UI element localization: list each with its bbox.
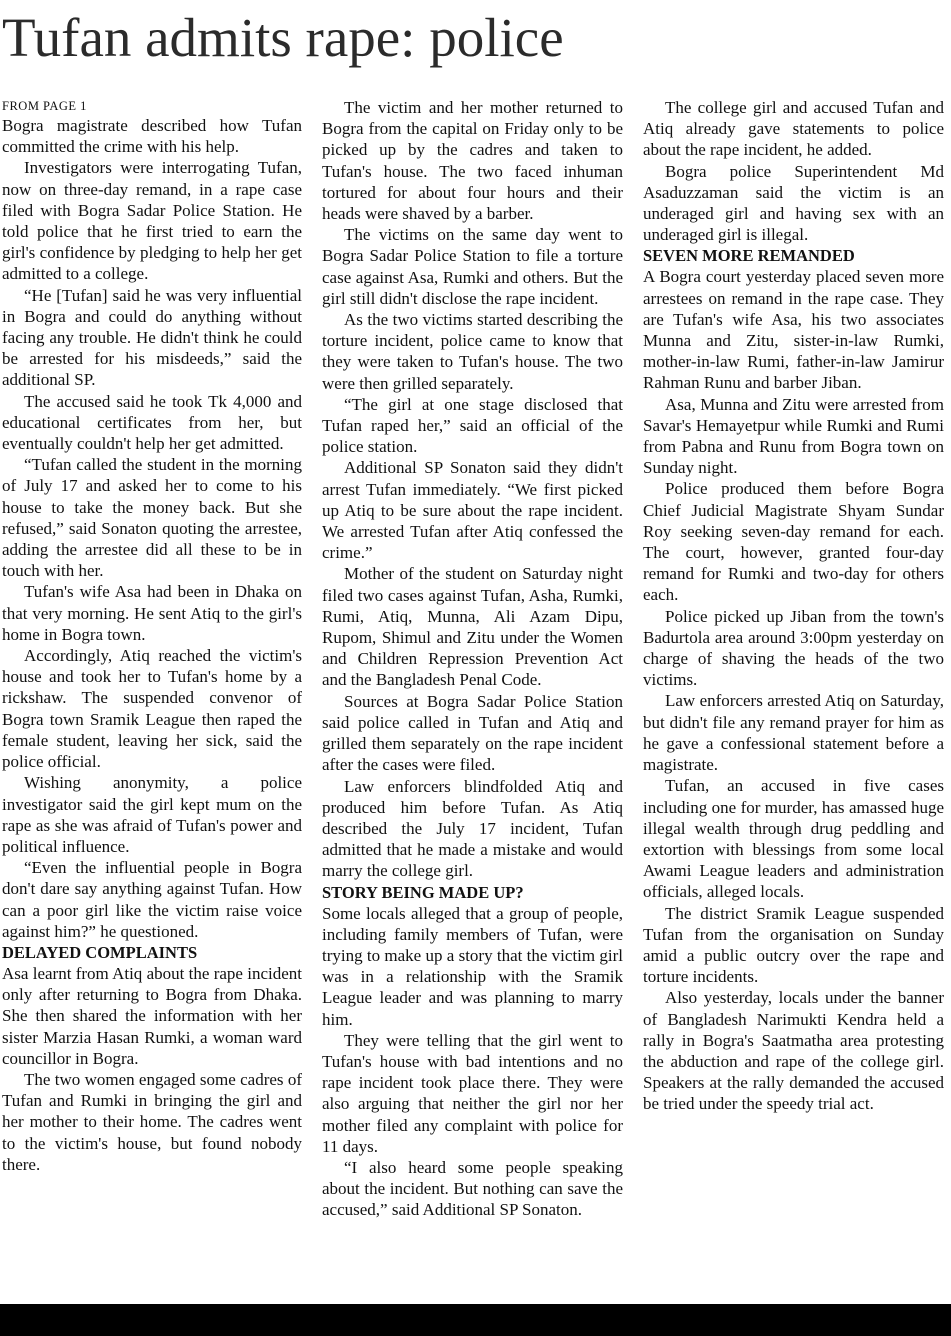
- subhead-story-being-made-up: STORY BEING MADE UP?: [322, 882, 524, 902]
- subhead-delayed-complaints: DELAYED COMPLAINTS: [2, 942, 198, 962]
- paragraph: Additional SP Sonaton said they didn't arrest Tufan immediately. “We first picked up Atiq to be sure about the rape incident. We arrested Tufan after Atiq confessed the crime.”: [322, 458, 623, 563]
- paragraph: Bogra magistrate described how Tufan committed the crime with his help.: [2, 116, 302, 157]
- paragraph: The victim and her mother returned to Bogra from the capital on Friday only to be picked up by the cadres and taken to Tufan's house. The two faced inhuman tortured for about four hours and their heads were shaved by a barber.: [322, 98, 623, 224]
- paragraph: As the two victims started describing the torture incident, police came to know that they were taken to Tufan's house. The two were then grilled separately.: [322, 310, 623, 393]
- paragraph: Sources at Bogra Sadar Police Station said police called in Tufan and Atiq and grilled them separately on the rape incident after the cases were filed.: [322, 691, 623, 775]
- paragraph: Also yesterday, locals under the banner of Bangladesh Narimukti Kendra held a rally in Bogra's Saatmatha area protesting the abduction and rape of the college girl. Speakers at the rally demanded the accused be tried under the speedy trial act.: [643, 988, 944, 1114]
- kicker: FROM PAGE 1: [2, 99, 87, 113]
- paragraph: “I also heard some people speaking about the incident. But nothing can save the accused,” said Additional SP Sonaton.: [322, 1157, 623, 1220]
- paragraph: Some locals alleged that a group of people, including family members of Tufan, were trying to make up a story that the victim girl was in a relationship with the Sramik League leader and was planning to marry him.: [322, 903, 623, 1029]
- article-column-2: [322, 97, 623, 1303]
- article-column-3: [643, 97, 944, 1303]
- paragraph: Tufan's wife Asa had been in Dhaka on that very morning. He sent Atiq to the girl's home in Bogra town.: [2, 582, 302, 644]
- paragraph: They were telling that the girl went to Tufan's house with bad intentions and no rape incident took place there. They were also arguing that neither the girl nor her mother filed any complaint with police for 11 days.: [322, 1030, 623, 1156]
- paragraph: The college girl and accused Tufan and Atiq already gave statements to police about the rape incident, he added.: [643, 98, 944, 160]
- paragraph: Tufan, an accused in five cases including one for murder, has amassed huge illegal wealth through drug peddling and extortion with blessings from some local Awami League leaders and administration officials, alleged locals.: [643, 776, 944, 902]
- paragraph: Bogra police Superintendent Md Asaduzzaman said the victim is an underaged girl and having sex with an underaged girl is illegal.: [643, 161, 944, 245]
- paragraph: “Even the influential people in Bogra don't dare say anything against Tufan. How can a poor girl like the victim raise voice against him?” he questioned.: [2, 858, 302, 941]
- paragraph: Police produced them before Bogra Chief Judicial Magistrate Shyam Sundar Roy seeking seven-day remand for each. The court, however, granted four-day remand for Rumki and two-day for others each.: [643, 479, 944, 605]
- paragraph: Asa learnt from Atiq about the rape incident only after returning to Bogra from Dhaka. She then shared the information with her sister Marzia Hasan Rumki, a woman ward councillor in Bogra.: [2, 963, 302, 1068]
- article-column-1: [2, 97, 302, 1303]
- subhead-seven-more-remanded: SEVEN MORE REMANDED: [643, 246, 855, 266]
- bottom-black-bar: [0, 1304, 951, 1336]
- paragraph: Law enforcers blindfolded Atiq and produced him before Tufan. As Atiq described the July 17 incident, Tufan admitted that he made a mistake and would marry the college girl.: [322, 776, 623, 881]
- paragraph: Police picked up Jiban from the town's Badurtola area around 3:00pm yesterday on charge of shaving the heads of the two victims.: [643, 606, 944, 690]
- paragraph: The district Sramik League suspended Tufan from the organisation on Sunday amid a public outcry over the rape and torture incidents.: [643, 903, 944, 987]
- paragraph: Asa, Munna and Zitu were arrested from Savar's Hemayetpur while Rumki and Rumi from Pabna and Runu from Bogra town on Sunday night.: [643, 394, 944, 478]
- paragraph: A Bogra court yesterday placed seven more arrestees on remand in the rape case. They are Tufan's wife Asa, his two associates Munna and Zitu, sister-in-law Rumki, mother-in-law Rumi, father-in-law Jamirur Rahman Runu and barber Jiban.: [643, 267, 944, 393]
- paragraph: The accused said he took Tk 4,000 and educational certificates from her, but eventually couldn't help her get admitted.: [2, 391, 302, 454]
- paragraph: Mother of the student on Saturday night filed two cases against Tufan, Asha, Rumki, Rumi, Atiq, Munna, Ali Azam Dipu, Rupom, Shimul and Zitu under the Women and Children Repression Prevention Act and the Bangladesh Penal Code.: [322, 564, 623, 690]
- headline: Tufan admits rape: police: [2, 7, 564, 68]
- paragraph: “The girl at one stage disclosed that Tufan raped her,” said an official of the police station.: [322, 394, 623, 457]
- paragraph: Accordingly, Atiq reached the victim's house and took her to Tufan's home by a rickshaw. The suspended convenor of Bogra town Sramik League then raped the female student, leaving her sick, said the police official.: [2, 646, 302, 772]
- paragraph: The victims on the same day went to Bogra Sadar Police Station to file a torture case against Asa, Rumki and others. But the girl still didn't disclose the rape incident.: [322, 225, 623, 308]
- paragraph: “He [Tufan] said he was very influential in Bogra and could do anything without facing any trouble. He didn't think he could be arrested for his misdeeds,” said the additional SP.: [2, 285, 302, 390]
- paragraph: Law enforcers arrested Atiq on Saturday, but didn't file any remand prayer for him as he gave a confessional statement before a magistrate.: [643, 691, 944, 775]
- paragraph: The two women engaged some cadres of Tufan and Rumki in bringing the girl and her mother to their home. The cadres went to the victim's house, but found nobody there.: [2, 1069, 302, 1174]
- paragraph: “Tufan called the student in the morning of July 17 and asked her to come to his house to take the money back. But she refused,” said Sonaton quoting the arrestee, adding the arrestee did all these to be in touch with her.: [2, 455, 302, 581]
- paragraph: Wishing anonymity, a police investigator said the girl kept mum on the rape as she was afraid of Tufan's power and political influence.: [2, 773, 302, 856]
- paragraph: Investigators were interrogating Tufan, now on three-day remand, in a rape case filed with Bogra Sadar Police Station. He told police that he first tried to earn the girl's confidence by pledging to help her get admitted to a college.: [2, 158, 302, 284]
